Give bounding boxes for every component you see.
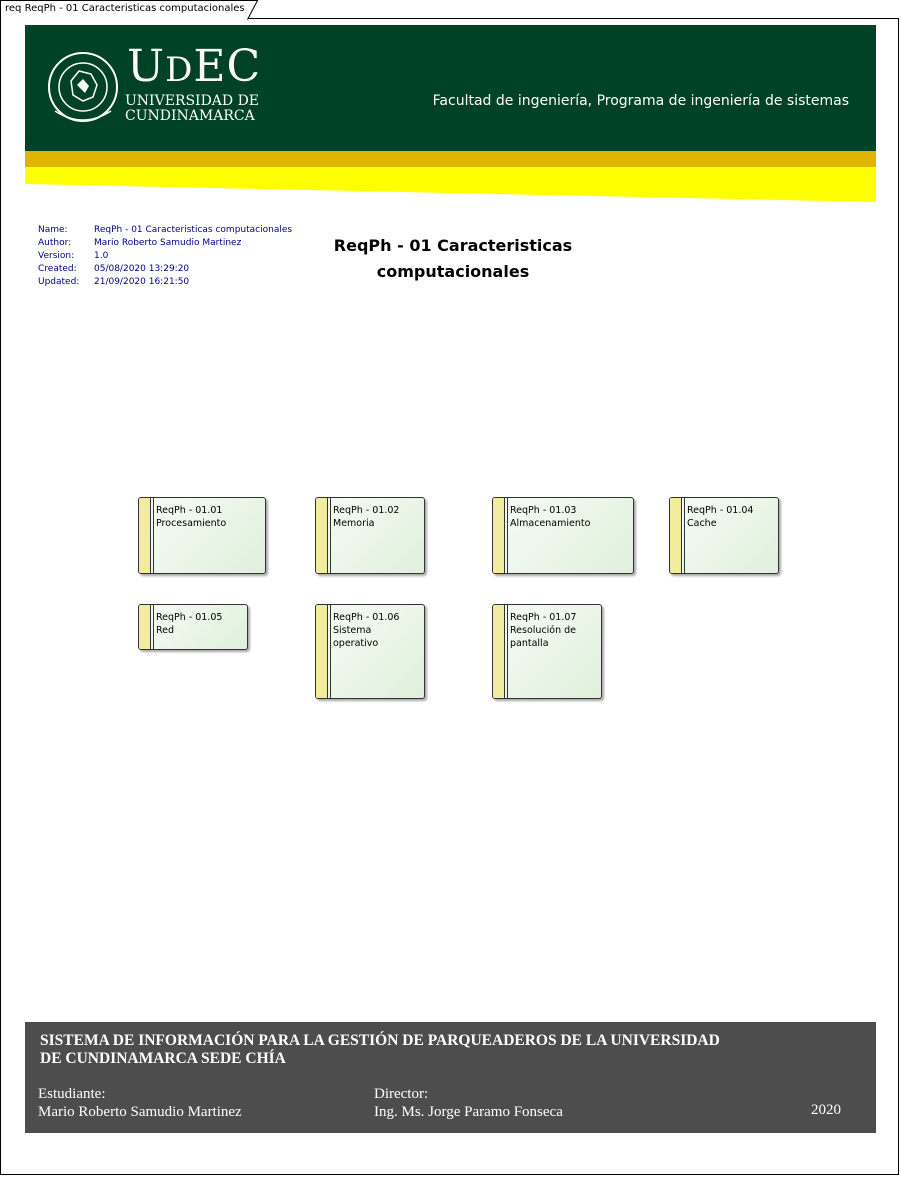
requirement-name: Almacenamiento: [510, 518, 591, 529]
requirement-id: ReqPh - 01.07: [510, 612, 577, 623]
header-banner: [25, 25, 876, 151]
requirement-name: Sistema: [333, 625, 372, 636]
meta-author-row: [38, 237, 292, 250]
requirement-element[interactable]: [315, 497, 425, 574]
requirement-stereotype-bar: [316, 498, 328, 573]
requirement-name: Procesamiento: [156, 518, 227, 529]
project-title: [40, 1032, 865, 1068]
university-name-line1: UNIVERSIDAD DE: [125, 93, 260, 109]
requirement-id: ReqPh - 01.04: [687, 505, 754, 516]
frame-tab-label: req ReqPh - 01 Caracteristicas computacionales: [5, 3, 245, 14]
header-stripe-yellow: [25, 167, 876, 202]
student-name: Mario Roberto Samudio Martinez: [38, 1104, 242, 1120]
meta-created-row: [38, 263, 292, 276]
requirement-element[interactable]: [492, 604, 602, 699]
meta-created-value: 05/08/2020 13:29:20: [94, 264, 190, 274]
requirement-label: [156, 611, 243, 637]
diagram-title: [330, 233, 576, 285]
diagram-title-line1: ReqPh - 01 Caracteristicas: [333, 236, 573, 255]
meta-version-value: 1.0: [94, 251, 109, 261]
project-title-line2: DE CUNDINAMARCA SEDE CHÍA: [40, 1050, 286, 1067]
student-label: Estudiante:: [38, 1086, 106, 1102]
footer-banner: [25, 1022, 876, 1133]
requirement-name: Cache: [687, 518, 717, 529]
meta-version-row: [38, 250, 292, 263]
meta-name-value: ReqPh - 01 Caracteristicas computacionales: [94, 225, 293, 235]
requirement-stereotype-bar: [316, 605, 328, 698]
meta-author-label: Author:: [38, 238, 72, 248]
meta-updated-row: [38, 276, 292, 289]
meta-author-value: Mario Roberto Samudio Martinez: [94, 238, 242, 248]
diagram-metadata: [38, 224, 292, 289]
requirement-stereotype-bar: [139, 498, 151, 573]
requirement-element[interactable]: [138, 497, 266, 574]
requirement-id: ReqPh - 01.06: [333, 612, 400, 623]
requirement-label: [687, 504, 774, 530]
meta-name-row: [38, 224, 292, 237]
header-stripe-gold: [25, 151, 876, 167]
requirement-id: ReqPh - 01.05: [156, 612, 223, 623]
requirement-element[interactable]: [492, 497, 634, 574]
requirement-stereotype-bar: [670, 498, 682, 573]
requirement-name: Resolución de: [510, 625, 577, 636]
meta-created-label: Created:: [38, 264, 77, 274]
requirement-label: [333, 504, 420, 530]
project-year: 2020: [811, 1102, 841, 1118]
project-title-line1: SISTEMA DE INFORMACIÓN PARA LA GESTIÓN DE PARQUEADEROS DE LA UNIVERSIDAD: [40, 1032, 720, 1049]
requirement-label: [333, 611, 420, 650]
requirement-element[interactable]: [138, 604, 248, 650]
requirement-stereotype-bar: [493, 498, 505, 573]
requirement-stereotype-bar: [139, 605, 151, 649]
requirement-name-line2: pantalla: [510, 638, 549, 649]
meta-name-label: Name:: [38, 225, 68, 235]
diagram-title-line2: computacionales: [376, 262, 530, 281]
requirement-element[interactable]: [315, 604, 425, 699]
requirement-name: Red: [156, 625, 175, 636]
requirement-id: ReqPh - 01.03: [510, 505, 577, 516]
university-name: [125, 94, 259, 124]
requirement-id: ReqPh - 01.02: [333, 505, 400, 516]
requirement-stereotype-bar: [493, 605, 505, 698]
requirement-name: Memoria: [333, 518, 375, 529]
requirement-name-line2: operativo: [333, 638, 379, 649]
requirement-label: [156, 504, 261, 530]
university-seal-icon: [47, 41, 119, 137]
requirement-element[interactable]: [669, 497, 779, 574]
requirement-label: [510, 504, 629, 530]
meta-updated-value: 21/09/2020 16:21:50: [94, 277, 190, 287]
faculty-text: Facultad de ingeniería, Programa de ingeniería de sistemas: [432, 93, 849, 109]
university-name-line2: CUNDINAMARCA: [125, 108, 255, 124]
requirement-label: [510, 611, 597, 650]
meta-version-label: Version:: [38, 251, 75, 261]
udec-logo-text: UDEC: [127, 41, 262, 92]
meta-updated-label: Updated:: [38, 277, 80, 287]
director-label: Director:: [374, 1086, 429, 1102]
director-name: Ing. Ms. Jorge Paramo Fonseca: [374, 1104, 563, 1120]
requirement-id: ReqPh - 01.01: [156, 505, 223, 516]
